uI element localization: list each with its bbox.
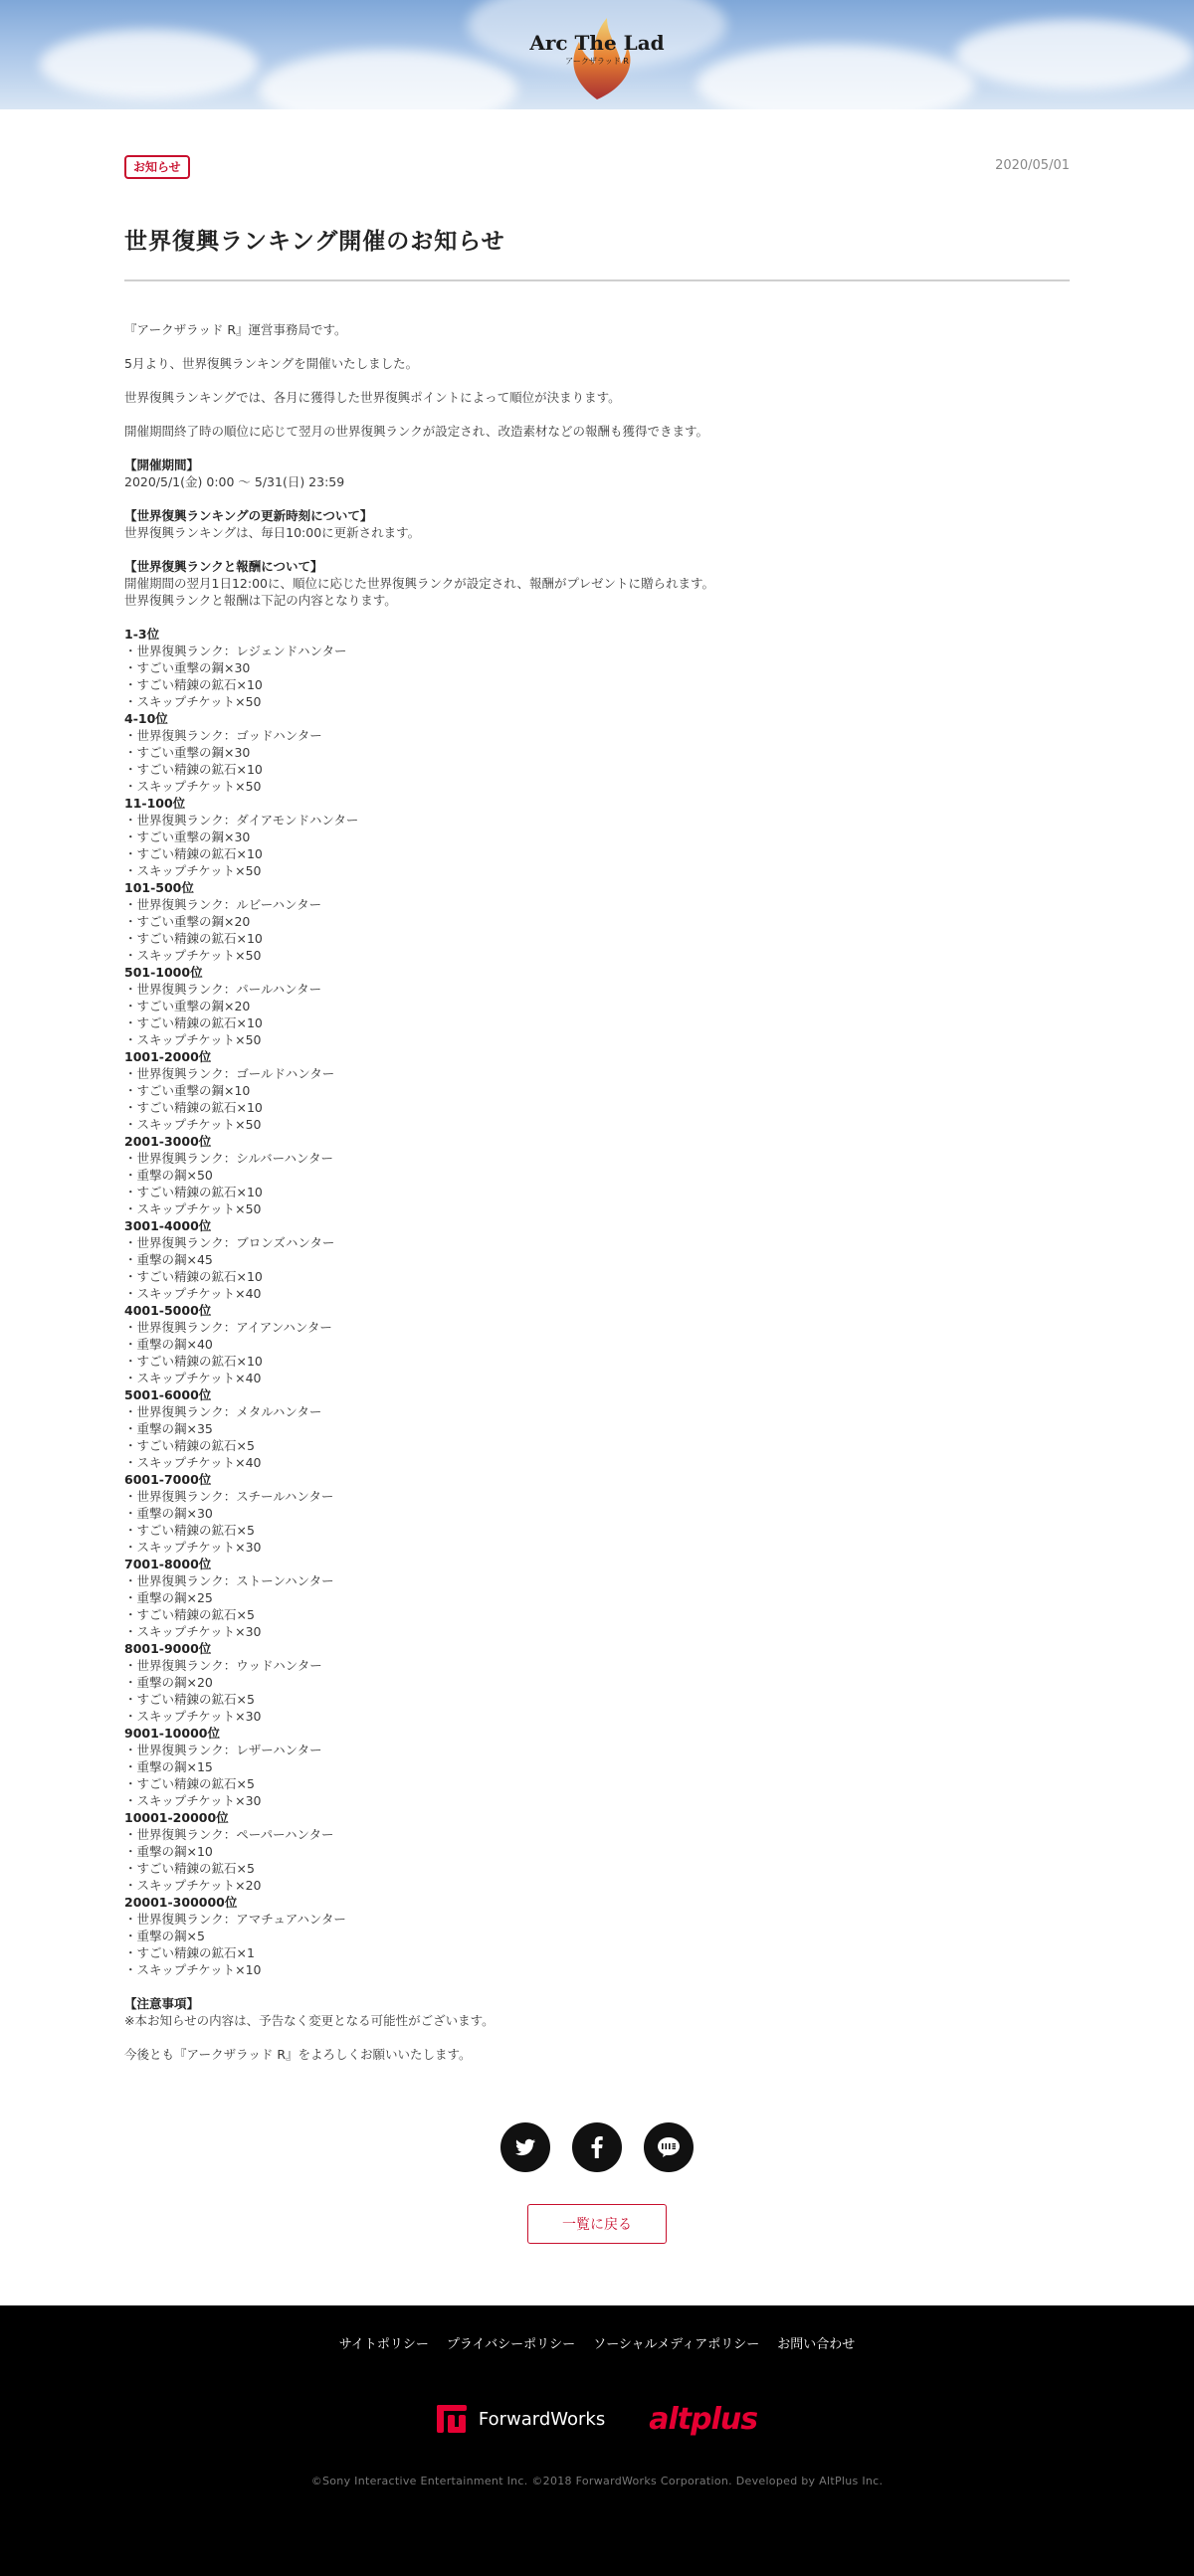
tier-reward-item: ・世界復興ランク：シルバーハンター bbox=[124, 1151, 333, 1166]
tier-reward-item: ・すごい重撃の鋼×30 bbox=[124, 660, 251, 675]
line-icon bbox=[657, 2136, 681, 2158]
tier-reward-item: ・すごい精錬の鉱石×10 bbox=[124, 762, 263, 777]
tier-rank: 3001-4000位 bbox=[124, 1218, 212, 1233]
tier-reward-item: ・すごい精錬の鉱石×5 bbox=[124, 1776, 255, 1791]
tier-rank: 6001-7000位 bbox=[124, 1472, 212, 1487]
tier-reward-item: ・すごい重撃の鋼×10 bbox=[124, 1083, 251, 1098]
footer-link-social-media-policy[interactable]: ソーシャルメディアポリシー bbox=[593, 2337, 760, 2352]
tier-reward-item: ・重撃の鋼×30 bbox=[124, 1506, 213, 1521]
intro-line: 開催期間終了時の順位に応じて翌月の世界復興ランクが設定され、改造素材などの報酬も獲得できます。 bbox=[124, 424, 709, 439]
tier-reward-item: ・重撃の鋼×10 bbox=[124, 1844, 213, 1859]
closing-text: 今後とも『アークザラッド R』をよろしくお願いいたします。 bbox=[124, 2047, 472, 2062]
tier-reward-item: ・世界復興ランク：レジェンドハンター bbox=[124, 644, 347, 658]
tier-reward-item: ・世界復興ランク：アマチュアハンター bbox=[124, 1912, 346, 1927]
intro-line: 世界復興ランキングでは、各月に獲得した世界復興ポイントによって順位が決まります。 bbox=[124, 390, 621, 405]
tier-reward-item: ・すごい重撃の鋼×30 bbox=[124, 745, 251, 760]
tier-rank: 7001-8000位 bbox=[124, 1557, 212, 1571]
article bbox=[124, 109, 1070, 2244]
tier-rank: 501-1000位 bbox=[124, 965, 203, 980]
tier-reward-item: ・スキップチケット×30 bbox=[124, 1540, 262, 1555]
page-title: 世界復興ランキング開催のお知らせ bbox=[124, 223, 1070, 281]
tier-reward-item: ・スキップチケット×30 bbox=[124, 1793, 262, 1808]
rewards-line: 開催期間の翌月1日12:00に、順位に応じた世界復興ランクが設定され、報酬がプレゼントに贈られます。 bbox=[124, 576, 714, 591]
tier-reward-item: ・すごい精錬の鉱石×5 bbox=[124, 1523, 255, 1538]
tier-reward-item: ・スキップチケット×50 bbox=[124, 1117, 262, 1132]
tier-rank: 11-100位 bbox=[124, 796, 186, 811]
tier-reward-item: ・スキップチケット×30 bbox=[124, 1624, 262, 1639]
tier-reward-item: ・世界復興ランク：ブロンズハンター bbox=[124, 1235, 335, 1250]
tier-rank: 5001-6000位 bbox=[124, 1387, 212, 1402]
tier-reward-item: ・すごい精錬の鉱石×10 bbox=[124, 846, 263, 861]
tier-reward-item: ・重撃の鋼×15 bbox=[124, 1759, 213, 1774]
footer-logos bbox=[0, 2402, 1194, 2437]
tier-reward-item: ・すごい精錬の鉱石×10 bbox=[124, 677, 263, 692]
rewards-heading: 【世界復興ランクと報酬について】 bbox=[124, 559, 323, 574]
tier-reward-item: ・スキップチケット×50 bbox=[124, 863, 262, 878]
tier-reward-item: ・すごい重撃の鋼×20 bbox=[124, 914, 251, 929]
logo-text: Arc The Lad bbox=[529, 31, 665, 55]
tier-reward-item: ・重撃の鋼×50 bbox=[124, 1168, 213, 1183]
tier-reward-item: ・スキップチケット×30 bbox=[124, 1709, 262, 1724]
tier-reward-item: ・すごい精錬の鉱石×10 bbox=[124, 1185, 263, 1199]
tier-reward-item: ・すごい重撃の鋼×30 bbox=[124, 829, 251, 844]
footer-link-privacy-policy[interactable]: プライバシーポリシー bbox=[446, 2337, 576, 2352]
tier-reward-item: ・重撃の鋼×20 bbox=[124, 1675, 213, 1690]
period-heading: 【開催期間】 bbox=[124, 458, 200, 472]
tier-reward-item: ・重撃の鋼×5 bbox=[124, 1929, 205, 1943]
notes-heading: 【注意事項】 bbox=[124, 1996, 200, 2011]
rewards-line: 世界復興ランクと報酬は下記の内容となります。 bbox=[124, 593, 397, 608]
tier-rank: 20001-300000位 bbox=[124, 1895, 238, 1910]
post-date: 2020/05/01 bbox=[995, 158, 1070, 173]
tier-reward-item: ・世界復興ランク：ウッドハンター bbox=[124, 1658, 322, 1673]
site-footer bbox=[0, 2305, 1194, 2576]
tier-reward-item: ・すごい精錬の鉱石×5 bbox=[124, 1607, 255, 1622]
tier-reward-item: ・世界復興ランク：アイアンハンター bbox=[124, 1320, 332, 1335]
tier-reward-item: ・世界復興ランク：ペーパーハンター bbox=[124, 1827, 334, 1842]
twitter-icon bbox=[515, 2138, 535, 2156]
tier-reward-item: ・世界復興ランク：メタルハンター bbox=[124, 1404, 322, 1419]
tier-reward-item: ・スキップチケット×50 bbox=[124, 779, 262, 794]
tier-reward-item: ・世界復興ランク：パールハンター bbox=[124, 982, 322, 997]
tier-rank: 9001-10000位 bbox=[124, 1726, 220, 1741]
tier-rank: 8001-9000位 bbox=[124, 1641, 212, 1656]
tier-reward-item: ・世界復興ランク：レザーハンター bbox=[124, 1743, 322, 1757]
tier-reward-item: ・すごい精錬の鉱石×5 bbox=[124, 1692, 255, 1707]
tier-rank: 4001-5000位 bbox=[124, 1303, 212, 1318]
tier-reward-item: ・重撃の鋼×45 bbox=[124, 1252, 213, 1267]
tier-reward-item: ・スキップチケット×50 bbox=[124, 1201, 262, 1216]
tier-reward-item: ・すごい精錬の鉱石×1 bbox=[124, 1945, 255, 1960]
footer-link-site-policy[interactable]: サイトポリシー bbox=[338, 2337, 429, 2352]
notes-text: ※本お知らせの内容は、予告なく変更となる可能性がございます。 bbox=[124, 2013, 495, 2028]
share-buttons bbox=[124, 2122, 1070, 2172]
article-body bbox=[124, 321, 1070, 2063]
tier-reward-item: ・すごい精錬の鉱石×10 bbox=[124, 1354, 263, 1369]
tier-reward-item: ・すごい精錬の鉱石×10 bbox=[124, 1015, 263, 1030]
forwardworks-text: ForwardWorks bbox=[478, 2409, 606, 2430]
intro-line: 5月より、世界復興ランキングを開催いたしました。 bbox=[124, 356, 419, 371]
tier-reward-item: ・世界復興ランク：ルビーハンター bbox=[124, 897, 322, 912]
tier-reward-item: ・スキップチケット×50 bbox=[124, 1032, 262, 1047]
footer-link-contact[interactable]: お問い合わせ bbox=[777, 2337, 856, 2352]
tier-reward-item: ・世界復興ランク：スチールハンター bbox=[124, 1489, 334, 1504]
tier-reward-item: ・すごい精錬の鉱石×5 bbox=[124, 1861, 255, 1876]
tier-reward-item: ・世界復興ランク：ストーンハンター bbox=[124, 1573, 334, 1588]
tier-reward-item: ・重撃の鋼×35 bbox=[124, 1421, 213, 1436]
tier-reward-item: ・スキップチケット×50 bbox=[124, 694, 262, 709]
tier-reward-item: ・重撃の鋼×40 bbox=[124, 1337, 213, 1352]
line-share-button[interactable] bbox=[644, 2122, 694, 2172]
tier-reward-item: ・スキップチケット×20 bbox=[124, 1878, 262, 1893]
update-text: 世界復興ランキングは、毎日10:00に更新されます。 bbox=[124, 525, 421, 540]
tier-reward-item: ・すごい精錬の鉱石×10 bbox=[124, 931, 263, 946]
tier-reward-item: ・スキップチケット×40 bbox=[124, 1371, 262, 1385]
forwardworks-logo[interactable] bbox=[437, 2405, 605, 2435]
tier-reward-item: ・すごい精錬の鉱石×10 bbox=[124, 1100, 263, 1115]
facebook-icon bbox=[591, 2136, 603, 2158]
altplus-logo[interactable]: altplus bbox=[649, 2402, 758, 2437]
tier-rank: 1-3位 bbox=[124, 627, 160, 642]
tier-reward-item: ・すごい精錬の鉱石×5 bbox=[124, 1438, 255, 1453]
tier-rank: 1001-2000位 bbox=[124, 1049, 212, 1064]
tier-reward-item: ・世界復興ランク：ダイアモンドハンター bbox=[124, 813, 359, 828]
reward-tier-list bbox=[124, 626, 1070, 1978]
tier-reward-item: ・世界復興ランク：ゴールドハンター bbox=[124, 1066, 335, 1081]
tier-rank: 10001-20000位 bbox=[124, 1810, 229, 1825]
intro-line: 『アークザラッド R』運営事務局です。 bbox=[124, 322, 347, 337]
forwardworks-mark-icon bbox=[437, 2405, 471, 2435]
tier-reward-item: ・すごい重撃の鋼×20 bbox=[124, 999, 251, 1013]
site-header bbox=[0, 0, 1194, 109]
category-badge: お知らせ bbox=[124, 155, 190, 179]
tier-rank: 4-10位 bbox=[124, 711, 168, 726]
update-heading: 【世界復興ランキングの更新時刻について】 bbox=[124, 508, 373, 523]
back-to-list-button[interactable]: 一覧に戻る bbox=[527, 2204, 667, 2244]
tier-reward-item: ・世界復興ランク：ゴッドハンター bbox=[124, 728, 322, 743]
tier-reward-item: ・スキップチケット×40 bbox=[124, 1455, 262, 1470]
tier-reward-item: ・すごい精錬の鉱石×10 bbox=[124, 1269, 263, 1284]
game-logo[interactable] bbox=[529, 4, 665, 103]
copyright: ©Sony Interactive Entertainment Inc. ©2018 ForwardWorks Corporation. Developed by AltPlus Inc. bbox=[310, 2475, 884, 2487]
period-text: 2020/5/1(金) 0:00 〜 5/31(日) 23:59 bbox=[124, 474, 345, 489]
tier-reward-item: ・スキップチケット×10 bbox=[124, 1962, 262, 1977]
tier-rank: 2001-3000位 bbox=[124, 1134, 212, 1149]
logo-subtext: アークザラッド R bbox=[565, 57, 629, 66]
tier-reward-item: ・スキップチケット×50 bbox=[124, 948, 262, 963]
twitter-share-button[interactable] bbox=[500, 2122, 550, 2172]
facebook-share-button[interactable] bbox=[572, 2122, 622, 2172]
footer-nav bbox=[0, 2333, 1194, 2352]
tier-rank: 101-500位 bbox=[124, 880, 194, 895]
tier-reward-item: ・スキップチケット×40 bbox=[124, 1286, 262, 1301]
tier-reward-item: ・重撃の鋼×25 bbox=[124, 1590, 213, 1605]
